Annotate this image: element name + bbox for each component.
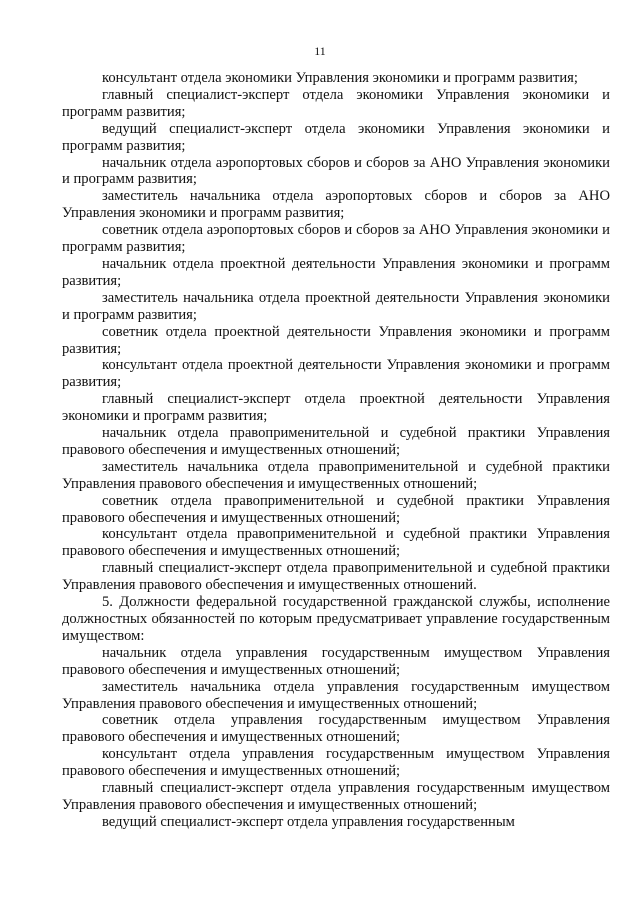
document-body <box>62 70 610 831</box>
paragraph: советник отдела проектной деятельности Управления экономики и программ развития; <box>62 323 610 357</box>
paragraph: ведущий специалист-эксперт отдела управления государственным <box>102 813 515 830</box>
page-number: 11 <box>314 44 326 58</box>
paragraph: консультант отдела экономики Управления экономики и программ развития; <box>102 70 578 86</box>
paragraph: заместитель начальника отдела управления государственным имуществом Управления правового обеспечения и имущественных отношений; <box>62 678 610 712</box>
paragraph: главный специалист-эксперт отдела управления государственным имуществом Управления правового обеспечения и имущественных отношений; <box>62 780 610 813</box>
section-heading-paragraph: 5. Должности федеральной государственной гражданской службы, исполнение должностных обязанностей по которым предусматривает управление государственным имуществом: <box>62 594 610 644</box>
paragraph: начальник отдела аэропортовых сборов и сборов за АНО Управления экономики и программ развития; <box>62 154 610 188</box>
paragraph: советник отдела управления государственным имуществом Управления правового обеспечения и имущественных отношений; <box>62 712 610 746</box>
paragraph: консультант отдела правоприменительной и судебной практики Управления правового обеспечения и имущественных отношений; <box>62 526 610 560</box>
paragraph: ведущий специалист-эксперт отдела экономики Управления экономики и программ развития; <box>62 120 610 154</box>
paragraph: главный специалист-эксперт отдела правоприменительной и судебной практики Управления правового обеспечения и имущественных отношений. <box>62 560 610 594</box>
paragraph: консультант отдела управления государственным имуществом Управления правового обеспечения и имущественных отношений; <box>62 746 610 780</box>
paragraph: начальник отдела проектной деятельности Управления экономики и программ развития; <box>62 255 610 289</box>
paragraph: заместитель начальника отдела правоприменительной и судебной практики Управления правового обеспечения и имущественных отношений; <box>62 458 610 492</box>
paragraph: начальник отдела правоприменительной и судебной практики Управления правового обеспечения и имущественных отношений; <box>62 425 610 458</box>
paragraph: заместитель начальника отдела аэропортовых сборов и сборов за АНО Управления экономики и программ развития; <box>62 188 610 222</box>
paragraph: заместитель начальника отдела проектной деятельности Управления экономики и программ развития; <box>62 289 610 323</box>
paragraph: консультант отдела проектной деятельности Управления экономики и программ развития; <box>62 357 610 391</box>
paragraph: главный специалист-эксперт отдела экономики Управления экономики и программ развития; <box>62 86 610 120</box>
paragraph: начальник отдела управления государственным имуществом Управления правового обеспечения и имущественных отношений; <box>62 644 610 678</box>
paragraph: главный специалист-эксперт отдела проектной деятельности Управления экономики и программ развития; <box>62 391 610 425</box>
paragraph: советник отдела аэропортовых сборов и сборов за АНО Управления экономики и программ развития; <box>62 222 610 256</box>
paragraph: советник отдела правоприменительной и судебной практики Управления правового обеспечения и имущественных отношений; <box>62 492 610 526</box>
